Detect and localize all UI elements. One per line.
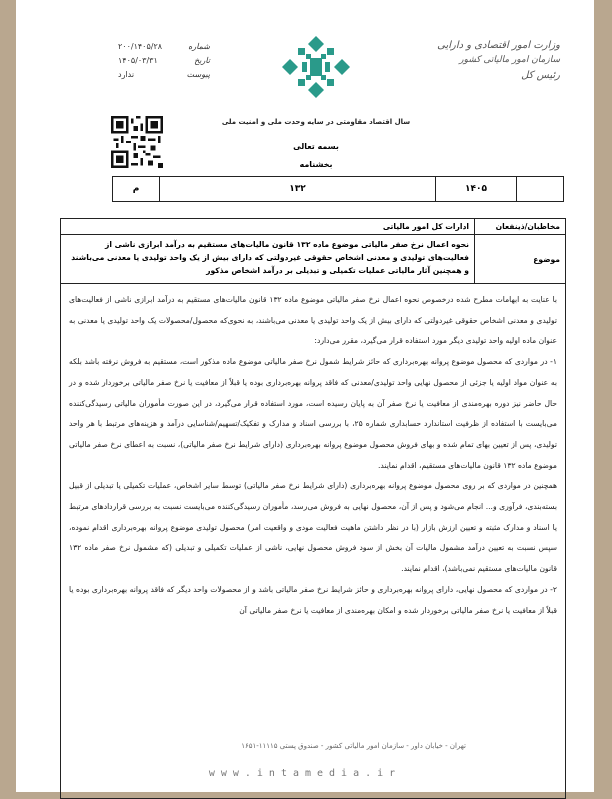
ministry-letterhead xyxy=(410,38,560,83)
recipients-value: ادارات کل امور مالیاتی xyxy=(61,219,475,235)
letter-meta xyxy=(118,40,210,82)
date-value: ۱۴۰۵/۰۳/۳۱ xyxy=(118,56,158,65)
website-link[interactable]: www.intamedia.ir xyxy=(208,768,402,779)
attachment-label: پیوست xyxy=(186,70,210,79)
ministry-line-2: سازمان امور مالیاتی کشور xyxy=(459,55,560,65)
body-paragraph-2: ۱- در مواردی که محصول موضوع پروانه بهره‌برداری که حائز شرایط شمول نرخ صفر مالیاتی موضوع ماده مذکور است، مستقیم به فروش نرفته باشد بلکه به عنوان مواد اولیه یا جزئی از محصول نهایی واحد تولیدی/معدنی که فاقد پروانه بهره‌برداری بوده یا قبلاً از معافیت یا نرخ صفر مالیاتی برخوردار شده و در حال حاضر نیز دوره بهره‌مندی از معافیت یا نرخ صفر آن به پایان رسیده است، مورد استفاده قرار می‌گیرد، در این صورت مأموران مالیاتی رسیدگی‌کننده می‌بایست با استفاده از ظرفیت استاندارد حسابداری شماره ۲۵، با بررسی اسناد و مدارک و تفکیک/تسهیم/شناسایی درآمد و هزینه‌های مرتبط با هر واحد تولیدی، پس از تعیین بهای تمام شده و بهای فروش محصول موضوع پروانه بهره‌برداری (دارای شرایط نرخ صفر مالیاتی)، نسبت به اعطای نرخ صفر مالیاتی موضوع ماده ۱۳۲ قانون مالیات‌های مستقیم، اقدام نمایند. xyxy=(69,357,557,470)
circular-title: بخشنامه xyxy=(299,160,333,169)
ministry-line-3: رئیس کل xyxy=(521,70,560,81)
year-slogan: سال اقتصاد مقاومتی در سایه وحدت ملی و امنیت ملی xyxy=(221,118,411,126)
attachment-value: ندارد xyxy=(118,70,135,79)
body-paragraph-3: همچنین در مواردی که بر روی محصول موضوع پروانه بهره‌برداری (دارای شرایط نرخ صفر مالیاتی) توسط سایر اشخاص، عملیات تکمیلی یا تبدیلی از قبیل بسته‌بندی، فرآوری و... انجام می‌شود و پس از آن، محصول نهایی به فروش می‌رسد، مأموران رسیدگی‌کننده می‌بایست نسبت به بررسی قراردادهای مرتبط یا اسناد و مدارک مثبته و تعیین ارزش بازار (با در نظر داشتن ماهیت فعالیت مودی و واقعیت امر) محصول تولیدی موضوع پروانه بهره‌برداری اقدام نموده، سپس نسبت به تعیین درآمد مشمول مالیات آن بخش از سود فروش محصول نهایی، ناشی از عملیات تکمیلی و تبدیلی (که مشمول نرخ صفر ماده ۱۳۲ قانون مالیات‌های مستقیم نمی‌باشد)، اقدام نمایند. xyxy=(69,481,557,574)
circular-content-table xyxy=(60,218,566,799)
document-page xyxy=(16,0,594,792)
body-paragraph-4: ۲- در مواردی که محصول نهایی، دارای پروانه بهره‌برداری و حائز شرایط نرخ صفر مالیاتی باشد و از محصولات واحد دیگر که فاقد پروانه بهره‌برداری بوده یا قبلاً از معافیت یا نرخ صفر مالیاتی برخوردار شده و امکان بهره‌مندی از معافیت یا نرخ صفر مالیاتی آن xyxy=(69,584,557,615)
postal-address: تهران - خیابان داور - سازمان امور مالیاتی کشور - صندوق پستی ۱۱۱۱۵-۱۶۵۱ xyxy=(241,742,466,750)
circular-number-table xyxy=(112,176,564,202)
number-value: ۲۰۰/۱۴۰۵/۲۸ xyxy=(118,42,163,51)
circular-code: م xyxy=(113,177,160,202)
qr-code-icon xyxy=(111,116,163,168)
ministry-line-1: وزارت امور اقتصادی و دارایی xyxy=(437,40,560,51)
circular-body xyxy=(61,284,566,799)
subject-value: نحوه اعمال نرخ صفر مالیاتی موضوع ماده ۱۳۲ قانون مالیات‌های مستقیم به درآمد ابرازی ناشی از فعالیت‌های تولیدی و معدنی اشخاص حقوقی غیردولتی که دارای بیش از یک واحد تولیدی یا معدنی می‌باشند و همچنین آثار مالیاتی عملیات تکمیلی و تبدیلی بر درآمد اشخاص مذکور xyxy=(61,235,475,284)
circular-number: ۱۳۲ xyxy=(160,177,436,202)
body-paragraph-1: با عنایت به ابهامات مطرح شده درخصوص نحوه اعمال نرخ صفر مالیاتی موضوع ماده ۱۳۲ قانون مالیات‌های مستقیم به درآمد ابرازی ناشی از فعالیت‌های تولیدی و معدنی اشخاص حقوقی غیردولتی که دارای بیش از یک واحد تولیدی یا معدنی می‌باشند، به نحوی‌که محصول/محصولات یک واحد تولیدی یا معدنی به عنوان ماده اولیه واحد تولیدی دیگر مورد استفاده قرار می‌گیرد، مقرر می‌دارد: xyxy=(69,295,558,346)
circular-year: ۱۴۰۵ xyxy=(436,177,517,202)
recipients-label: مخاطبان/ذینفعان xyxy=(475,219,566,235)
tax-organization-logo-icon xyxy=(276,34,356,100)
empty-cell xyxy=(517,177,564,202)
number-label: شماره xyxy=(188,42,210,51)
bismillah-heading: بسمه تعالی xyxy=(293,142,339,151)
date-label: تاریخ xyxy=(194,56,210,65)
subject-label: موضوع xyxy=(475,235,566,284)
